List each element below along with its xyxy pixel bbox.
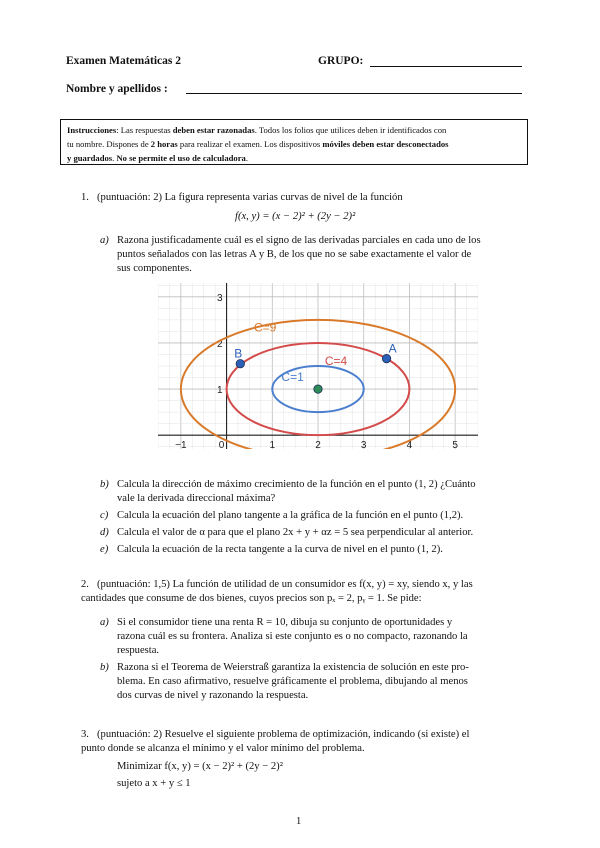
q1-number: 1. <box>81 192 89 203</box>
q1-c-label: c) <box>100 510 109 521</box>
q1-e-label: e) <box>100 544 109 555</box>
x-tick-label: −1 <box>175 440 187 449</box>
level-label: C=1 <box>281 369 304 384</box>
instructions-box: Instrucciones: Las respuestas deben estar razonadas. Todos los folios que utilices deben ir identificados con tu nombre. Dispones de 2 horas para realizar el examen. Los dispositivos móviles deben estar desconectados y guardados. No se permite el uso de calculadora. <box>60 119 528 165</box>
point-B <box>236 359 244 367</box>
q2-b-text: Razona si el Teorema de Weierstraß garantiza la existencia de solución en este pro- blema. En caso afirmativo, resuelve gráficamente el problema, dibujando al menos dos curvas de nivel y razonando la respuesta. <box>117 662 469 702</box>
q1-formula: f(x, y) = (x − 2)² + (2y − 2)² <box>235 211 356 222</box>
q1-e-text: Calcula la ecuación de la recta tangente a la curva de nivel en el punto (1, 2). <box>117 544 443 555</box>
name-label: Nombre y apellidos : <box>66 83 168 95</box>
center-point <box>314 385 322 393</box>
group-label: GRUPO: <box>318 55 364 67</box>
q1-d-label: d) <box>100 527 109 538</box>
page-number: 1 <box>296 816 302 827</box>
q1-c-text: Calcula la ecuación del plano tangente a la gráfica de la función en el punto (1,2). <box>117 510 464 521</box>
level-label: C=4 <box>324 354 348 369</box>
q2-intro: (puntuación: 1,5) La función de utilidad de un consumidor es f(x, y) = xy, siendo x, y las <box>97 579 473 590</box>
q2-a-label: a) <box>100 617 109 628</box>
point-label: B <box>234 346 243 361</box>
q2-intro-2: cantidades que consume de dos bienes, cuyos precios son pₓ = 2, pᵧ = 1. Se pide: <box>81 593 422 604</box>
x-tick-label: 3 <box>360 440 367 449</box>
q1-b-label: b) <box>100 479 109 490</box>
q1-b-text: Calcula la dirección de máximo crecimiento de la función en el punto (1, 2) ¿Cuánto vale la derivada direccional máxima? <box>117 479 476 505</box>
q1-a-label: a) <box>100 235 109 246</box>
q1-a-text: Razona justificadamente cuál es el signo de las derivadas parciales en cada uno de los puntos señalados con las letras A y B, de los que no se sabe exactamente el valor de sus componentes. <box>117 235 481 275</box>
point-label: A <box>388 341 397 356</box>
q2-a-text: Si el consumidor tiene una renta R = 10, dibuja su conjunto de oportunidades y razona cuál es su frontera. Analiza si este conjunto es o no compacto, razonando la respuesta. <box>117 617 468 657</box>
point-A <box>382 354 390 362</box>
x-tick-label: 2 <box>315 440 321 449</box>
exam-title: Examen Matemáticas 2 <box>66 55 181 67</box>
q3-constraint: sujeto a x + y ≤ 1 <box>117 778 191 789</box>
x-tick-label: 1 <box>269 440 276 449</box>
q2-number: 2. <box>81 579 89 590</box>
contour-plot <box>158 283 478 449</box>
q1-intro: (puntuación: 2) La figura representa varias curvas de nivel de la función <box>97 192 403 203</box>
group-field[interactable] <box>370 66 522 67</box>
x-tick-label: 4 <box>406 440 413 449</box>
y-tick-label: 3 <box>217 292 223 304</box>
y-tick-label: 2 <box>217 338 223 350</box>
x-tick-label: 5 <box>452 440 458 449</box>
q2-b-label: b) <box>100 662 109 673</box>
q3-intro-2: punto donde se alcanza el mínimo y el valor mínimo del problema. <box>81 743 365 754</box>
level-label: C=9 <box>254 320 277 335</box>
q3-minimize: Minimizar f(x, y) = (x − 2)² + (2y − 2)² <box>117 761 283 772</box>
x-tick-label: 0 <box>218 440 225 449</box>
q3-intro: (puntuación: 2) Resuelve el siguiente problema de optimización, indicando (si existe) el <box>97 729 470 740</box>
y-tick-label: 1 <box>217 385 223 397</box>
name-field[interactable] <box>186 93 522 94</box>
q1-d-text: Calcula el valor de α para que el plano 2x + y + αz = 5 sea perpendicular al anterior. <box>117 527 474 538</box>
q3-number: 3. <box>81 729 89 740</box>
